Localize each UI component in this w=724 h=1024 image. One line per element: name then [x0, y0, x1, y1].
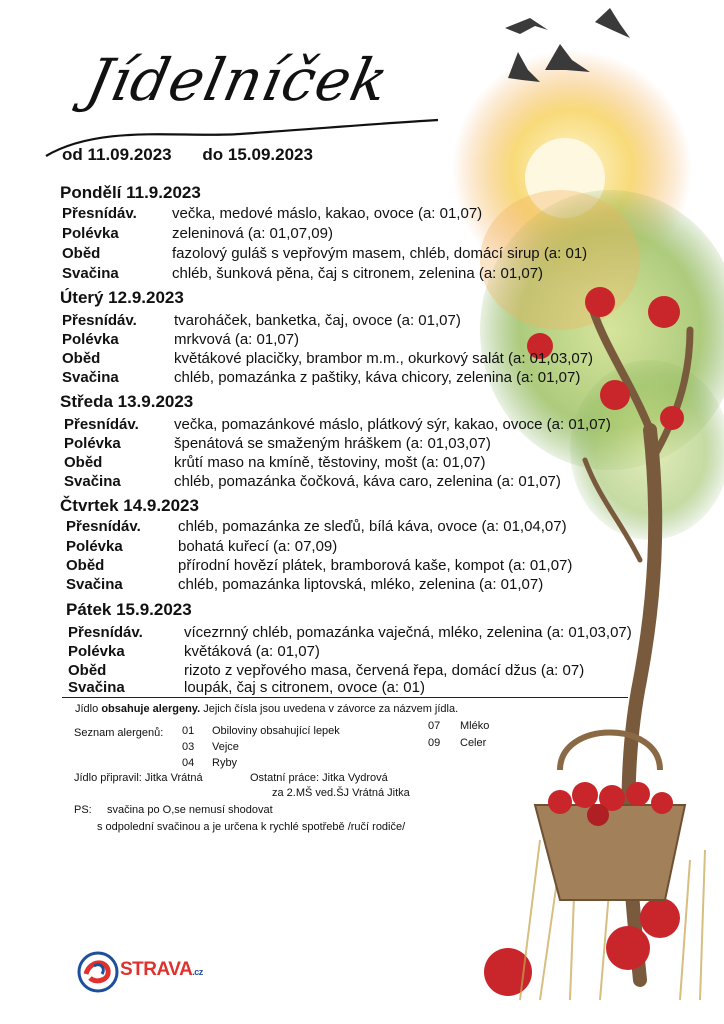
meal-text: loupák, čaj s citronem, ovoce (a: 01): [184, 679, 425, 696]
day-heading: Pondělí 11.9.2023: [60, 183, 201, 202]
allergen-note-rest: Jejich čísla jsou uvedena v závorce za názvem jídla.: [203, 703, 459, 715]
strava-logo-suffix: .cz: [192, 967, 203, 977]
meal-label: Polévka: [62, 331, 119, 348]
meal-label: Polévka: [62, 225, 119, 242]
meal-text: špenátová se smaženým hráškem (a: 01,03,07): [174, 435, 491, 452]
meal-label: Oběd: [64, 454, 103, 471]
meal-text: krůtí maso na kmíně, těstoviny, mošt (a: 01,07): [174, 454, 486, 471]
staff-manager: za 2.MŠ ved.ŠJ Vrátná Jitka: [272, 787, 410, 799]
meal-text: rizoto z vepřového masa, červená řepa, domácí džus (a: 07): [184, 662, 585, 679]
meal-text: květákové placičky, brambor m.m., okurkový salát (a: 01,03,07): [174, 350, 594, 367]
meal-label: Svačina: [62, 369, 119, 386]
allergen-name: Mléko: [460, 720, 490, 732]
meal-text: chléb, pomazánka ze sleďů, bílá káva, ovoce (a: 01,04,07): [178, 518, 567, 535]
meal-label: Polévka: [68, 643, 125, 660]
meal-text: chléb, pomazánka liptovská, mléko, zelenina (a: 01,07): [178, 576, 544, 593]
meal-text: mrkvová (a: 01,07): [174, 331, 300, 348]
meal-text: vícezrnný chléb, pomazánka vaječná, mléko, zelenina (a: 01,03,07): [184, 624, 632, 641]
allergen-code: 03: [182, 741, 195, 753]
allergen-name: Ryby: [212, 757, 238, 769]
meal-text: večka, medové máslo, kakao, ovoce (a: 01,07): [172, 205, 483, 222]
meal-text: chléb, šunková pěna, čaj s citronem, zelenina (a: 01,07): [172, 265, 544, 282]
page-title: Jídelníček: [80, 46, 395, 114]
meal-text: chléb, pomazánka čočková, káva caro, zelenina (a: 01,07): [174, 473, 561, 490]
date-range: [62, 145, 339, 165]
staff-cook: Jídlo připravil: Jitka Vrátná: [74, 772, 203, 784]
meal-text: květáková (a: 01,07): [184, 643, 320, 660]
meal-text: tvaroháček, banketka, čaj, ovoce (a: 01,07): [174, 312, 461, 329]
basket-icon: [535, 733, 685, 901]
strava-logo-text[interactable]: [120, 959, 203, 981]
meal-label: Polévka: [66, 538, 123, 555]
meal-label: Svačina: [68, 679, 125, 696]
strava-logo-name: STRAVA: [120, 959, 193, 980]
allergen-note-bold: obsahuje alergeny.: [101, 703, 201, 715]
meal-label: Svačina: [64, 473, 121, 490]
meal-text: chléb, pomazánka z paštiky, káva chicory, zelenina (a: 01,07): [174, 369, 581, 386]
meal-label: Přesnídáv.: [64, 416, 139, 433]
allergen-code: 09: [428, 737, 441, 749]
allergen-name: Vejce: [212, 741, 239, 753]
staff-other: Ostatní práce: Jitka Vydrová: [250, 772, 388, 784]
meal-label: Polévka: [64, 435, 121, 452]
allergen-name: Obiloviny obsahující lepek: [212, 725, 340, 737]
meal-text: bohatá kuřecí (a: 07,09): [178, 538, 338, 555]
meal-label: Přesnídáv.: [62, 205, 137, 222]
meal-label: Přesnídáv.: [66, 518, 141, 535]
ps-label: PS:: [74, 804, 92, 816]
allergen-note: [75, 703, 458, 715]
ps-line-1: svačina po O,se nemusí shodovat: [107, 804, 273, 816]
divider: [62, 697, 628, 698]
meal-text: fazolový guláš s vepřovým masem, chléb, domácí sirup (a: 01): [172, 245, 588, 262]
meal-text: večka, pomazánkové máslo, plátkový sýr, kakao, ovoce (a: 01,07): [174, 416, 611, 433]
day-heading: Středa 13.9.2023: [60, 392, 194, 411]
meal-label: Oběd: [62, 245, 101, 262]
meal-label: Oběd: [62, 350, 101, 367]
meal-label: Přesnídáv.: [62, 312, 137, 329]
meal-label: Svačina: [66, 576, 123, 593]
day-heading: Pátek 15.9.2023: [66, 600, 192, 619]
allergen-code: 01: [182, 725, 195, 737]
allergen-name: Celer: [460, 737, 487, 749]
date-from: od 11.09.2023: [62, 145, 172, 164]
strava-logo-icon: [76, 950, 120, 994]
meal-label: Přesnídáv.: [68, 624, 143, 641]
ps-line-2: s odpolední svačinou a je určena k rychlé spotřebě /ručí rodiče/: [97, 821, 406, 833]
day-heading: Čtvrtek 14.9.2023: [60, 496, 199, 515]
meal-label: Svačina: [62, 265, 119, 282]
allergen-code: 04: [182, 757, 195, 769]
meal-label: Oběd: [68, 662, 107, 679]
date-to: do 15.09.2023: [202, 145, 313, 164]
allergen-code: 07: [428, 720, 441, 732]
meal-label: Oběd: [66, 557, 105, 574]
allergen-note-prefix: Jídlo: [75, 703, 99, 715]
allergen-list-label: Seznam alergenů:: [74, 727, 164, 739]
meal-text: přírodní hovězí plátek, bramborová kaše, kompot (a: 01,07): [178, 557, 573, 574]
meal-text: zeleninová (a: 01,07,09): [172, 225, 333, 242]
day-heading: Úterý 12.9.2023: [60, 288, 184, 307]
